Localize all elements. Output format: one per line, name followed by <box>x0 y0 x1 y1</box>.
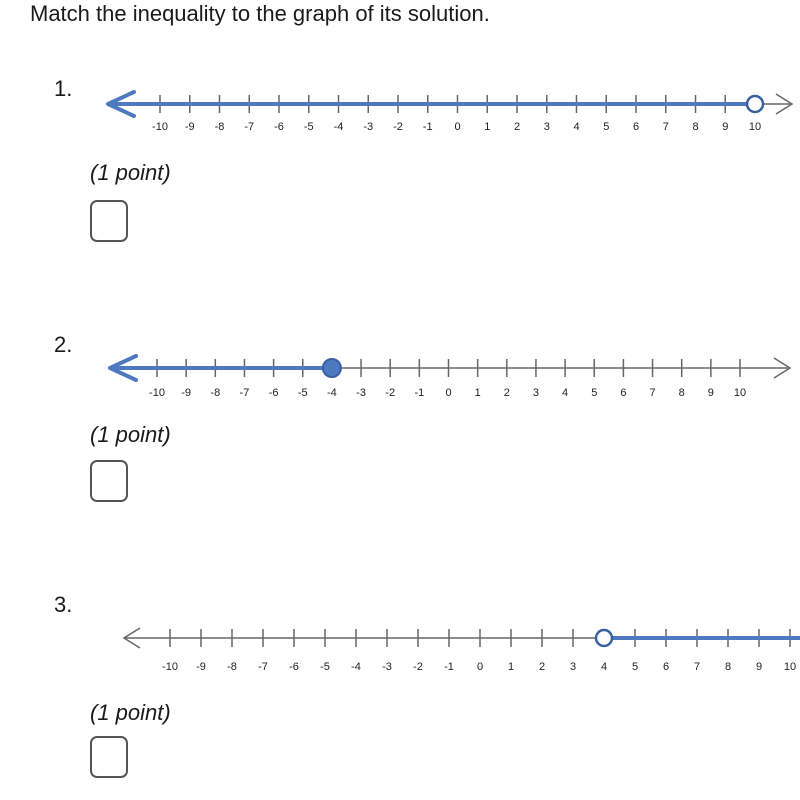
number-line-graph <box>100 340 800 400</box>
tick-label: 7 <box>693 661 701 673</box>
points-label: (1 point) <box>90 700 171 725</box>
tick-label: -1 <box>444 661 454 673</box>
tick-label: 0 <box>476 661 484 673</box>
tick-label: 7 <box>649 387 656 399</box>
tick-label: -3 <box>363 121 374 133</box>
tick-label: -2 <box>413 661 423 673</box>
tick-label: -4 <box>327 387 337 399</box>
tick-label: 4 <box>573 121 580 133</box>
tick-label: 10 <box>733 387 747 399</box>
points-label: (1 point) <box>90 422 171 447</box>
tick-label: 4 <box>562 387 569 399</box>
tick-label: 0 <box>445 387 452 399</box>
tick-label: -5 <box>297 387 308 399</box>
tick-label: 1 <box>507 661 515 673</box>
tick-label: 5 <box>631 661 639 673</box>
tick-label: 0 <box>454 121 461 133</box>
tick-label: 6 <box>620 387 627 399</box>
tick-label: 9 <box>755 661 763 673</box>
instructions-text: Match the inequality to the graph of its solution. <box>30 1 490 26</box>
tick-label: 8 <box>692 121 699 133</box>
tick-label: -4 <box>333 121 344 133</box>
tick-label: 5 <box>603 121 610 133</box>
tick-label: -3 <box>356 387 366 399</box>
tick-label: -9 <box>196 661 206 673</box>
tick-label: 9 <box>722 121 729 133</box>
tick-label: -6 <box>274 121 284 133</box>
tick-label: 10 <box>783 661 797 673</box>
tick-label: -1 <box>414 387 425 399</box>
tick-label: -9 <box>181 387 192 399</box>
tick-label: -3 <box>382 661 392 673</box>
tick-label: 9 <box>707 387 714 399</box>
tick-label: -10 <box>152 121 168 133</box>
tick-label: -7 <box>239 387 250 399</box>
tick-label: 7 <box>662 121 669 133</box>
tick-label: -5 <box>303 121 314 133</box>
points-label: (1 point) <box>90 160 171 185</box>
tick-label: 8 <box>678 387 685 399</box>
tick-label: 1 <box>484 121 491 133</box>
tick-label: -9 <box>184 121 195 133</box>
tick-label: -8 <box>210 387 221 399</box>
tick-label: 1 <box>474 387 481 399</box>
tick-label: 2 <box>538 661 546 673</box>
tick-label: 5 <box>591 387 598 399</box>
tick-label: -10 <box>149 387 165 399</box>
tick-label: -6 <box>268 387 279 399</box>
tick-label: 6 <box>662 661 670 673</box>
tick-label: -7 <box>258 661 268 673</box>
tick-label: 2 <box>503 387 510 399</box>
question-number: 1. <box>54 76 73 101</box>
tick-label: 4 <box>600 661 608 673</box>
tick-label: 3 <box>569 661 577 673</box>
tick-label: 10 <box>748 121 762 133</box>
tick-label: 3 <box>543 121 550 133</box>
question-number: 3. <box>54 592 73 617</box>
tick-label: 8 <box>724 661 732 673</box>
answer-box[interactable] <box>90 460 128 502</box>
tick-label: -7 <box>244 121 255 133</box>
open-endpoint <box>596 630 612 646</box>
tick-label: -8 <box>227 661 237 673</box>
question-number: 2. <box>54 332 73 357</box>
answer-box[interactable] <box>90 736 128 778</box>
tick-label: -2 <box>393 121 403 133</box>
tick-label: -10 <box>162 661 178 673</box>
tick-label: -5 <box>320 661 330 673</box>
tick-label: -2 <box>385 387 396 399</box>
number-line-graph <box>100 612 800 672</box>
tick-label: 3 <box>532 387 540 399</box>
closed-endpoint <box>323 359 341 377</box>
tick-label: -4 <box>351 661 361 673</box>
tick-label: -6 <box>289 661 299 673</box>
tick-label: 2 <box>513 121 521 133</box>
tick-label: 6 <box>632 121 640 133</box>
tick-label: -1 <box>422 121 433 133</box>
tick-label: -8 <box>214 121 225 133</box>
